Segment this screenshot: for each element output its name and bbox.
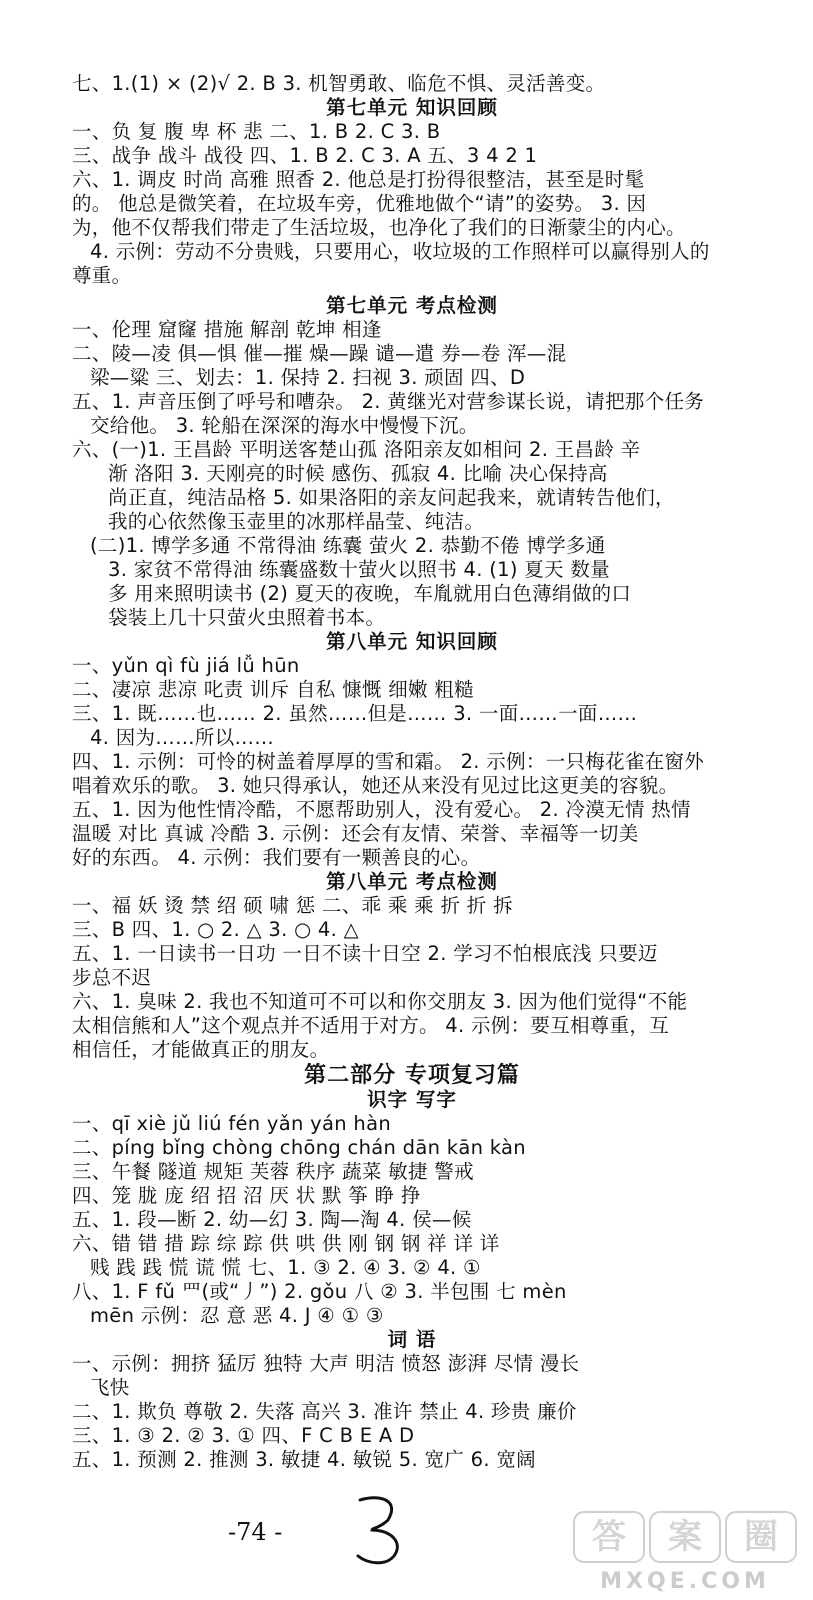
answer-line: 六、(一)1. 王昌龄 平明送客楚山孤 洛阳亲友如相问 2. 王昌龄 辛 bbox=[72, 438, 641, 461]
answer-line: 为，他不仅帮我们带走了生活垃圾，也净化了我们的日渐蒙尘的内心。 bbox=[72, 216, 686, 239]
answer-line: 八、1. F fǔ 罒(或“丿”) 2. gǒu 八 ② 3. 半包围 七 mèn bbox=[72, 1280, 567, 1303]
answer-line: 一、示例：拥挤 猛厉 独特 大声 明洁 愤怒 澎湃 尽情 漫长 bbox=[72, 1352, 580, 1375]
answer-line: 二、1. 欺负 尊敬 2. 失落 高兴 3. 准许 禁止 4. 珍贵 廉价 bbox=[72, 1400, 577, 1423]
answer-line: 一、负 复 腹 卑 杯 悲 二、1. B 2. C 3. B bbox=[72, 120, 441, 143]
answer-line: 温暖 对比 真诚 冷酷 3. 示例：还会有友情、荣誉、幸福等一切美 bbox=[72, 822, 639, 845]
answer-line: mēn 示例：忍 意 恶 4. J ④ ① ③ bbox=[90, 1304, 384, 1327]
section-heading: 第七单元 考点检测 bbox=[326, 294, 498, 317]
answer-line: 的。 他总是微笑着，在垃圾车旁，优雅地做个“请”的姿势。 3. 因 bbox=[72, 192, 647, 215]
answer-line: 三、战争 战斗 战役 四、1. B 2. C 3. A 五、3 4 2 1 bbox=[72, 144, 538, 167]
answer-line: 五、1. 声音压倒了呼号和嘈杂。 2. 黄继光对营参谋长说，请把那个任务 bbox=[72, 390, 705, 413]
answer-line: 三、午餐 隧道 规矩 芙蓉 秩序 蔬菜 敏捷 警戒 bbox=[72, 1160, 474, 1183]
answer-line: 飞快 bbox=[90, 1376, 130, 1399]
watermark-logo bbox=[572, 1510, 802, 1596]
answer-line: 尚正直，纯洁品格 5. 如果洛阳的亲友问起我来，就请转告他们， bbox=[108, 486, 675, 509]
section-heading: 识字 写字 bbox=[367, 1088, 457, 1111]
section-heading: 第八单元 知识回顾 bbox=[326, 630, 498, 653]
answer-line: 渐 洛阳 3. 天刚亮的时候 感伤、孤寂 4. 比喻 决心保持高 bbox=[108, 462, 608, 485]
page-number: -74 - bbox=[228, 1518, 283, 1546]
answer-line: 多 用来照明读书 (2) 夏天的夜晚，车胤就用白色薄绢做的口 bbox=[108, 582, 632, 605]
answer-line: 相信任，才能做真正的朋友。 bbox=[72, 1038, 330, 1061]
section-heading: 第八单元 考点检测 bbox=[326, 870, 498, 893]
answer-line: 梁—粱 三、划去：1. 保持 2. 扫视 3. 顽固 四、D bbox=[90, 366, 526, 389]
answer-line: 唱着欢乐的歌。 3. 她只得承认，她还从来没有见过比这更美的容貌。 bbox=[72, 774, 679, 797]
answer-line: 二、凄凉 悲凉 叱责 训斥 自私 慷慨 细嫩 粗糙 bbox=[72, 678, 474, 701]
answer-line: 七、1.(1) × (2)√ 2. B 3. 机智勇敢、临危不惧、灵活善变。 bbox=[72, 72, 606, 95]
answer-line: 六、错 错 措 踪 综 踪 供 哄 供 刚 钢 钢 祥 详 详 bbox=[72, 1232, 500, 1255]
answer-line: 三、1. 既……也…… 2. 虽然……但是…… 3. 一面……一面…… bbox=[72, 702, 638, 725]
answer-line: 五、1. 一日读书一日功 一日不读十日空 2. 学习不怕根底浅 只要迈 bbox=[72, 942, 658, 965]
answer-line: 4. 因为……所以…… bbox=[90, 726, 275, 749]
answer-line: 五、1. 因为他性情冷酷，不愿帮助别人，没有爱心。 2. 冷漠无情 热情 bbox=[72, 798, 691, 821]
answer-line: 一、yǔn qì fù jiá lǚ hūn bbox=[72, 654, 300, 677]
svg-text:答: 答 bbox=[592, 1517, 626, 1557]
svg-text:圈: 圈 bbox=[744, 1517, 778, 1557]
answer-line: 五、1. 预测 2. 推测 3. 敏捷 4. 敏锐 5. 宽广 6. 宽阔 bbox=[72, 1448, 536, 1471]
answer-line: 五、1. 段—断 2. 幼—幻 3. 陶—淘 4. 侯—候 bbox=[72, 1208, 472, 1231]
answer-line: 一、伦理 窟窿 措施 解剖 乾坤 相逢 bbox=[72, 318, 382, 341]
answer-line: 太相信熊和人”这个观点并不适用于对方。 4. 示例：要互相尊重，互 bbox=[72, 1014, 670, 1037]
answer-line: 步总不迟 bbox=[72, 966, 152, 989]
answer-line: 四、1. 示例：可怜的树盖着厚厚的雪和霜。 2. 示例：一只梅花雀在窗外 bbox=[72, 750, 705, 773]
answer-line: 二、陵—凌 俱—惧 催—摧 燥—躁 谴—遣 券—卷 浑—混 bbox=[72, 342, 567, 365]
handwritten-three-mark bbox=[350, 1490, 410, 1570]
answer-line: 三、1. ③ 2. ② 3. ① 四、F C B E A D bbox=[72, 1424, 415, 1447]
answer-line: 交给他。 3. 轮船在深深的海水中慢慢下沉。 bbox=[90, 414, 479, 437]
answer-line: 好的东西。 4. 示例：我们要有一颗善良的心。 bbox=[72, 846, 481, 869]
answer-line: 六、1. 调皮 时尚 高雅 照香 2. 他总是打扮得很整洁，甚至是时髦 bbox=[72, 168, 645, 191]
answer-line: 四、笼 胧 庞 绍 招 沼 厌 状 默 筝 睁 挣 bbox=[72, 1184, 421, 1207]
section-heading: 第二部分 专项复习篇 bbox=[304, 1063, 520, 1088]
answer-line: 贱 践 践 慌 谎 慌 七、1. ③ 2. ④ 3. ② 4. ① bbox=[90, 1256, 481, 1279]
answer-line: 3. 家贫不常得油 练囊盛数十萤火以照书 4. (1) 夏天 数量 bbox=[108, 558, 610, 581]
answer-line: 4. 示例：劳动不分贵贱，只要用心，收垃圾的工作照样可以赢得别人的 bbox=[90, 240, 710, 263]
answer-line: 我的心依然像玉壶里的冰那样晶莹、纯洁。 bbox=[108, 510, 485, 533]
answer-line: 二、píng bǐng chòng chōng chán dān kān kàn bbox=[72, 1136, 526, 1159]
answer-line: 三、B 四、1. ○ 2. △ 3. ○ 4. △ bbox=[72, 918, 359, 941]
svg-text:案: 案 bbox=[668, 1517, 702, 1557]
answer-line: 袋装上几十只萤火虫照着书本。 bbox=[108, 606, 386, 629]
answer-line: 六、1. 臭味 2. 我也不知道可不可以和你交朋友 3. 因为他们觉得“不能 bbox=[72, 990, 688, 1013]
answer-line: 一、福 妖 烫 禁 绍 硕 啸 惩 二、乖 乘 乘 折 折 拆 bbox=[72, 894, 513, 917]
section-heading: 词 语 bbox=[387, 1328, 437, 1351]
svg-text:MXQE.COM: MXQE.COM bbox=[600, 1569, 770, 1594]
answer-line: (二)1. 博学多通 不常得油 练囊 萤火 2. 恭勤不倦 博学多通 bbox=[90, 534, 606, 557]
section-heading: 第七单元 知识回顾 bbox=[326, 96, 498, 119]
answer-line: 尊重。 bbox=[72, 264, 132, 287]
answer-line: 一、qī xiè jǔ liú fén yǎn yán hàn bbox=[72, 1112, 391, 1135]
